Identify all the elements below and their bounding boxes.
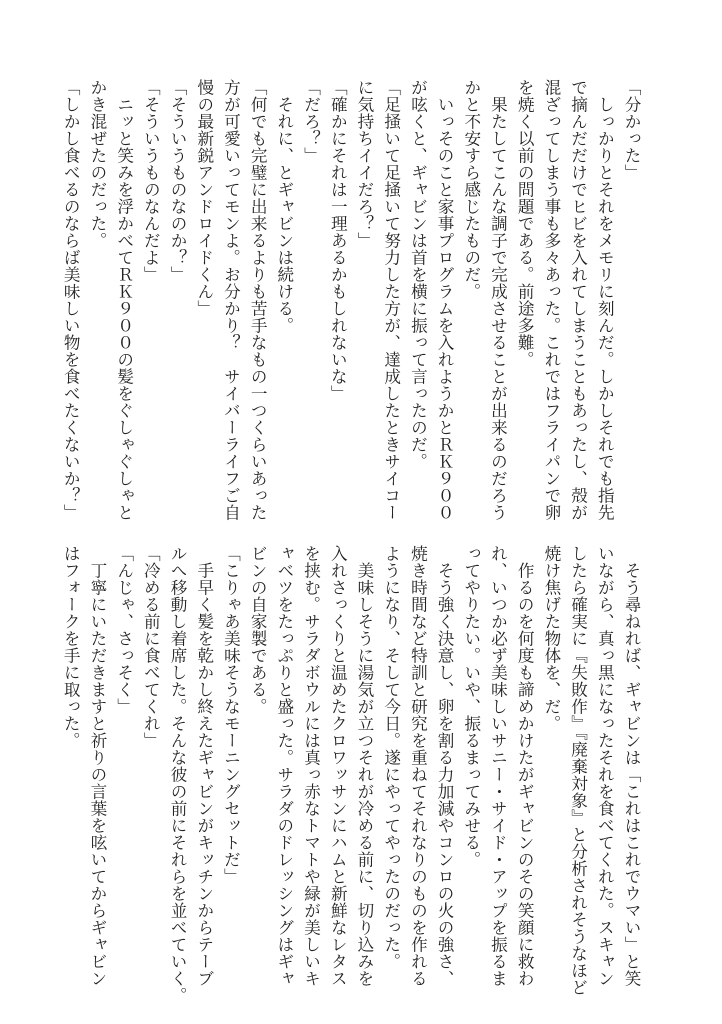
text-line: しっかりとそれをメモリに刻んだ。しかしそれでも指先 xyxy=(595,79,615,521)
lower-text-block xyxy=(57,545,644,1004)
text-line: いながら、真っ黒になったそれを食べてくれた。スキャン xyxy=(595,545,615,987)
text-line: 方が可愛いってモンよ。お分かり？ サイバーライフご自 xyxy=(221,79,241,521)
text-line: 美味しそうに湯気が立つそれが冷める前に、切り込みを xyxy=(354,545,374,987)
text-line: いっそのこと家事プログラムを入れようかとＲＫ９００ xyxy=(435,79,455,521)
text-line: ルへ移動し着席した。そんな彼の前にそれらを並べていく。 xyxy=(168,545,188,1004)
text-line: かと不安すら感じたものだ。 xyxy=(461,79,481,300)
text-line: に気持ちイイだろ？」 xyxy=(354,79,374,249)
text-line: ビンの自家製である。 xyxy=(248,545,268,715)
text-line: で摘んだだけでヒビを入れてしまうこともあったし、殻が xyxy=(568,79,588,521)
text-line: 焼け焦げた物体を、だ。 xyxy=(541,545,561,732)
text-line: それに、とギャビンは続ける。 xyxy=(274,79,294,334)
text-line: 「そういうものなのか？」 xyxy=(168,79,188,283)
upper-text-block xyxy=(57,79,644,521)
text-line: 「んじゃ、さっそく」 xyxy=(114,545,134,715)
text-line: ってやりたい。いや、振るまってみせる。 xyxy=(461,545,481,868)
text-line: 「そういうものなんだよ」 xyxy=(141,79,161,283)
text-line: を焼く以前の問題である。前途多難。 xyxy=(515,79,535,368)
text-line: 入れさっくりと温めたクロワッサンにハムと新鮮なレタス xyxy=(328,545,348,987)
text-line: 「しかし食べるのならば美味しい物を食べたくないか？」 xyxy=(61,79,81,521)
text-line: 果たしてこんな調子で完成させることが出来るのだろう xyxy=(488,79,508,521)
text-line: れ、いつか必ず美味しいサニー・サイド・アップを振るま xyxy=(488,545,508,987)
text-line: 慢の最新鋭アンドロイドくん」 xyxy=(194,79,214,317)
text-line: 丁寧にいただきますと祈りの言葉を呟いてからギャビン xyxy=(87,545,107,987)
text-line: 「足掻いて足掻いて努力した方が、達成したときサイコー xyxy=(381,79,401,521)
text-line: そう強く決意し、卵を割る力加減やコンロの火の強さ、 xyxy=(435,545,455,987)
text-line: 焼き時間など特訓と研究を重ねてそれなりのものを作れる xyxy=(408,545,428,987)
text-line: 作るのを何度も諦めかけたがギャビンのその笑顔に救わ xyxy=(515,545,535,987)
text-line: 「こりゃあ美味そうなモーニングセットだ」 xyxy=(221,545,241,885)
text-line: 「だろ？」 xyxy=(301,79,321,164)
text-line: はフォークを手に取った。 xyxy=(61,545,81,749)
text-line: ニッと笑みを浮かべてＲＫ９００の髪をぐしゃぐしゃと xyxy=(114,79,134,521)
text-line: したら確実に『失敗作』『廃棄対象』と分析されそうなほど xyxy=(568,545,588,996)
text-line: 手早く髪を乾かし終えたギャビンがキッチンからテーブ xyxy=(194,545,214,987)
text-line: そう尋ねれば、ギャビンは「これはこれでウマい」と笑 xyxy=(622,545,641,987)
text-line: 「冷める前に食べてくれ」 xyxy=(141,545,161,749)
text-line: 混ざってしまう事も多々あった。これではフライパンで卵 xyxy=(541,79,561,521)
text-line: ャベツをたっぷりと盛った。サラダのドレッシングはギャ xyxy=(274,545,294,987)
text-line: 「確かにそれは一理あるかもしれないな」 xyxy=(328,79,348,402)
text-line: かき混ぜたのだった。 xyxy=(87,79,107,249)
text-line: を挟む。サラダボウルには真っ赤なトマトや緑が美しいキ xyxy=(301,545,321,987)
text-line: が呟くと、ギャビンは首を横に振って言ったのだ。 xyxy=(408,79,428,470)
text-line: 「何でも完璧に出来るよりも苦手なもの一つくらいあった xyxy=(248,79,268,521)
text-line: ようになり、そして今日。遂にやってやったのだった。 xyxy=(381,545,401,970)
text-line: 「分かった」 xyxy=(622,79,641,181)
